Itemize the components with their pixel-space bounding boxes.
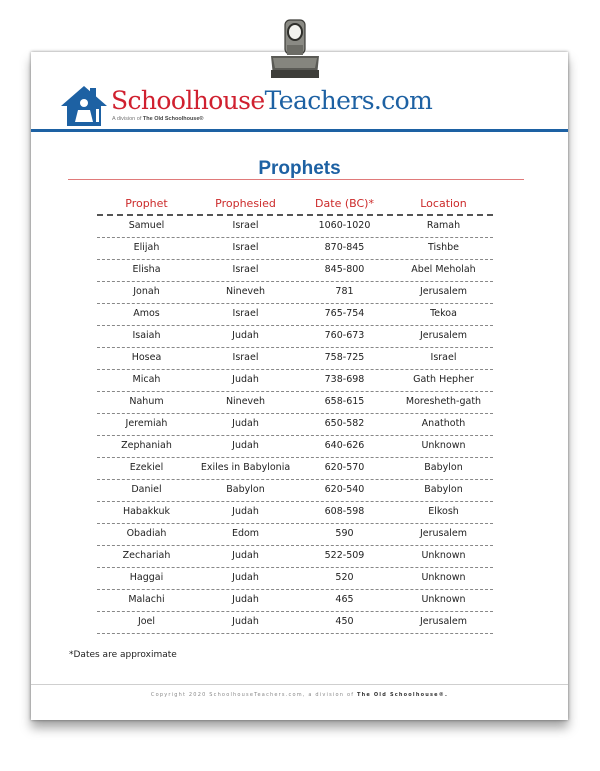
- date-cell: 450: [335, 616, 354, 627]
- prophesied-cell: Israel: [232, 352, 259, 363]
- prophesied-cell: Babylon: [226, 484, 265, 495]
- binder-clip-icon: [263, 18, 327, 80]
- table-row: [97, 568, 493, 590]
- title-underline: [68, 179, 524, 180]
- table-row: [97, 480, 493, 502]
- prophesied-cell: Judah: [232, 594, 259, 605]
- prophesied-cell: Israel: [232, 308, 259, 319]
- table-row: [97, 524, 493, 546]
- table-row: [97, 612, 493, 634]
- table-row: [97, 216, 493, 238]
- prophesied-cell: Nineveh: [225, 286, 266, 297]
- table-header: [97, 197, 493, 216]
- prophesied-cell: Judah: [232, 418, 259, 429]
- table-row: [97, 370, 493, 392]
- prophet-cell: Zephaniah: [121, 440, 172, 451]
- location-cell: Babylon: [424, 462, 463, 473]
- header-divider: [31, 129, 568, 132]
- table-row: [97, 392, 493, 414]
- table-body: [97, 216, 493, 634]
- prophet-cell: Joel: [137, 616, 156, 627]
- prophet-cell: Zechariah: [122, 550, 171, 561]
- prophesied-cell: Israel: [232, 264, 259, 275]
- header-prophesied: Prophesied: [215, 197, 276, 210]
- prophet-cell: Elijah: [133, 242, 160, 253]
- location-cell: Elkosh: [428, 506, 459, 517]
- prophesied-cell: Judah: [232, 374, 259, 385]
- date-cell: 845-800: [324, 264, 365, 275]
- prophet-cell: Hosea: [131, 352, 162, 363]
- date-cell: 781: [335, 286, 354, 297]
- prophet-cell: Samuel: [128, 220, 165, 231]
- prophesied-cell: Judah: [232, 572, 259, 583]
- table-row: [97, 282, 493, 304]
- table-row: [97, 590, 493, 612]
- table-row: [97, 326, 493, 348]
- location-cell: Israel: [430, 352, 457, 363]
- date-cell: 620-540: [324, 484, 365, 495]
- table-row: [97, 414, 493, 436]
- table-row: [97, 348, 493, 370]
- prophesied-cell: Judah: [232, 330, 259, 341]
- prophet-cell: Micah: [132, 374, 161, 385]
- header-date: Date (BC)*: [315, 197, 374, 210]
- location-cell: Abel Meholah: [411, 264, 476, 275]
- location-cell: Jerusalem: [419, 616, 468, 627]
- header-location: Location: [420, 197, 467, 210]
- location-cell: Jerusalem: [419, 330, 468, 341]
- date-cell: 765-754: [324, 308, 365, 319]
- location-cell: Gath Hepher: [413, 374, 474, 385]
- location-cell: Unknown: [421, 594, 466, 605]
- prophet-cell: Amos: [133, 308, 160, 319]
- date-cell: 465: [335, 594, 354, 605]
- brand-subtitle: A division of The Old Schoolhouse®: [112, 116, 204, 122]
- location-cell: Jerusalem: [419, 286, 468, 297]
- date-cell: 608-598: [324, 506, 365, 517]
- date-cell: 520: [335, 572, 354, 583]
- table-row: [97, 436, 493, 458]
- table-row: [97, 260, 493, 282]
- date-cell: 522-509: [324, 550, 365, 561]
- prophesied-cell: Edom: [231, 528, 260, 539]
- date-cell: 738-698: [324, 374, 365, 385]
- date-cell: 590: [335, 528, 354, 539]
- footer-divider: [31, 684, 568, 685]
- prophet-cell: Habakkuk: [122, 506, 171, 517]
- date-cell: 760-673: [324, 330, 365, 341]
- prophet-cell: Haggai: [129, 572, 164, 583]
- table-row: [97, 502, 493, 524]
- prophet-cell: Jonah: [133, 286, 160, 297]
- page-title: Prophets: [258, 158, 341, 179]
- prophesied-cell: Judah: [232, 440, 259, 451]
- prophesied-cell: Exiles in Babylonia: [200, 462, 291, 473]
- date-cell: 650-582: [324, 418, 365, 429]
- location-cell: Anathoth: [421, 418, 466, 429]
- header-prophet: Prophet: [125, 197, 168, 210]
- date-cell: 620-570: [324, 462, 365, 473]
- date-cell: 758-725: [324, 352, 365, 363]
- location-cell: Unknown: [421, 440, 466, 451]
- prophesied-cell: Nineveh: [225, 396, 266, 407]
- prophet-cell: Nahum: [129, 396, 164, 407]
- prophet-cell: Elisha: [132, 264, 161, 275]
- table-row: [97, 304, 493, 326]
- date-cell: 640-626: [324, 440, 365, 451]
- prophesied-cell: Judah: [232, 506, 259, 517]
- location-cell: Tekoa: [430, 308, 457, 319]
- location-cell: Babylon: [424, 484, 463, 495]
- prophesied-cell: Judah: [232, 616, 259, 627]
- footnote: *Dates are approximate: [69, 650, 177, 660]
- prophesied-cell: Israel: [232, 220, 259, 231]
- date-cell: 870-845: [324, 242, 365, 253]
- table-row: [97, 546, 493, 568]
- brand-name: SchoolhouseTeachers.com: [111, 86, 433, 115]
- location-cell: Jerusalem: [419, 528, 468, 539]
- location-cell: Unknown: [421, 572, 466, 583]
- copyright-line: Copyright 2020 SchoolhouseTeachers.com, a division of The Old Schoolhouse®.: [150, 692, 449, 698]
- prophet-cell: Jeremiah: [125, 418, 168, 429]
- table-row: [97, 458, 493, 480]
- prophet-cell: Obadiah: [126, 528, 167, 539]
- location-cell: Tishbe: [428, 242, 459, 253]
- prophesied-cell: Judah: [232, 550, 259, 561]
- prophet-cell: Isaiah: [132, 330, 161, 341]
- date-cell: 1060-1020: [318, 220, 371, 231]
- date-cell: 658-615: [324, 396, 365, 407]
- table-row: [97, 238, 493, 260]
- prophesied-cell: Israel: [232, 242, 259, 253]
- prophet-cell: Daniel: [131, 484, 162, 495]
- prophet-cell: Malachi: [128, 594, 165, 605]
- location-cell: Unknown: [421, 550, 466, 561]
- location-cell: Moresheth-gath: [405, 396, 482, 407]
- location-cell: Ramah: [426, 220, 461, 231]
- prophet-cell: Ezekiel: [129, 462, 164, 473]
